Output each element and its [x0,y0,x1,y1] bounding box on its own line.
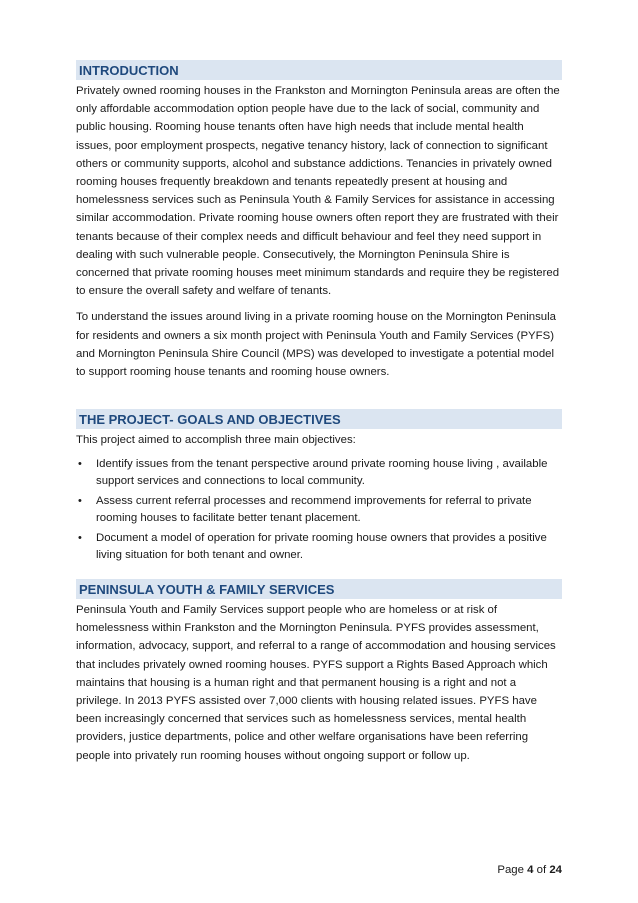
introduction-paragraph-1: Privately owned rooming houses in the Frankston and Mornington Peninsula areas are often the only affordable accommodation option people have due to the lack of social, community and public housing. Rooming house tenants often have high needs that include mental health issues, poor employment prospects, negative tenancy history, lack of connection to significant others or community supports, alcohol and substance addictions. Tenancies in privately owned rooming houses frequently breakdown and tenants repeatedly present at housing and homelessness services such as Peninsula Youth & Family Services for assistance in accessing similar accommodation. Private rooming house owners often report they are frustrated with their tenants because of their complex needs and difficult behaviour and feel they need support in dealing with such vulnerable people. Consecutively, the Mornington Peninsula Shire is concerned that private rooming houses meet minimum standards and require they be registered to ensure the overall safety and welfare of tenants. [76,85,560,298]
page-label: Page [497,864,524,876]
pyfs-paragraph: Peninsula Youth and Family Services support people who are homeless or at risk of homelessness within Frankston and the Mornington Peninsula. PYFS provides assessment, information, advocacy, support, and referral to a range of accommodation and housing services that includes privately owned rooming houses. PYFS support a Rights Based Approach which maintains that housing is a human right and that permanent housing is a right and not a privilege. In 2013 PYFS assisted over 7,000 clients with housing related issues. PYFS have been increasingly concerned that services such as homelessness services, mental health providers, justice departments, police and other welfare organisations have been referring people into privately run rooming houses without ongoing support or follow up. [76,604,556,762]
pyfs-heading: PENINSULA YOUTH & FAMILY SERVICES [76,579,562,599]
objectives-list [76,456,562,564]
total-pages: 24 [549,864,562,876]
introduction-heading: INTRODUCTION [76,60,562,80]
bullet-icon: • [78,458,82,471]
project-intro: This project aimed to accomplish three main objectives: [76,434,356,446]
objective-text: Identify issues from the tenant perspective around private rooming house living , available support services and connections to local community. [96,458,548,488]
objective-item [76,530,562,564]
objective-item [76,456,562,490]
bullet-icon: • [78,532,82,545]
introduction-paragraph-2: To understand the issues around living in a private rooming house on the Mornington Peninsula for residents and owners a six month project with Peninsula Youth and Family Services (PYFS) and Mornington Peninsula Shire Council (MPS) was developed to investigate a potential model to support rooming house tenants and rooming house owners. [76,311,556,379]
page-number: 4 [527,864,534,876]
of-label: of [536,864,547,876]
introduction-section [76,60,562,381]
bullet-icon: • [78,495,82,508]
objective-text: Document a model of operation for private rooming house owners that provides a positive living situation for both tenant and owner. [96,532,547,562]
page-footer [497,864,562,876]
project-section [76,409,562,567]
objective-item [76,493,562,527]
pyfs-section [76,579,562,765]
project-heading: THE PROJECT- GOALS AND OBJECTIVES [76,409,562,429]
objective-text: Assess current referral processes and recommend improvements for referral to private rooming houses to facilitate better tenant placement. [96,495,532,525]
